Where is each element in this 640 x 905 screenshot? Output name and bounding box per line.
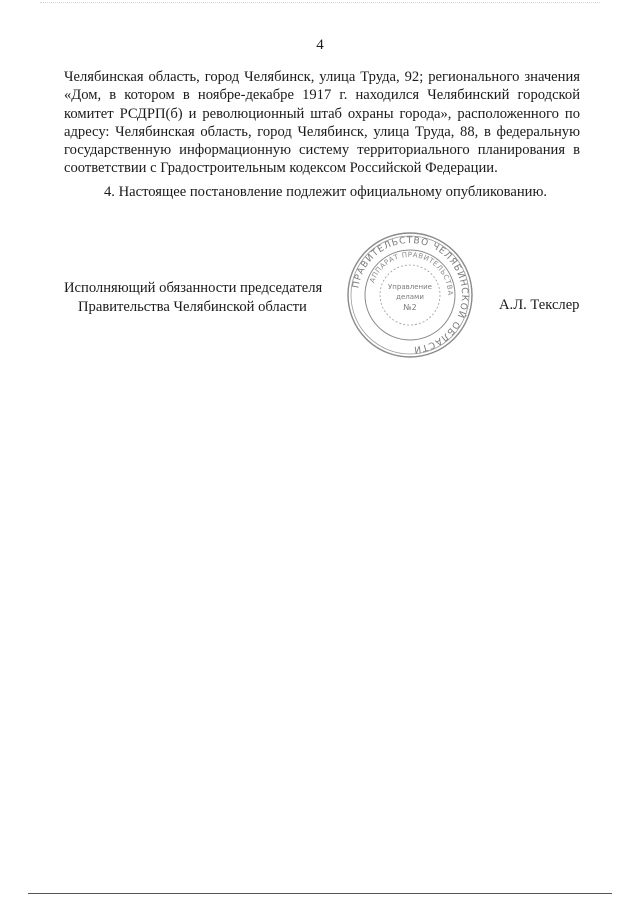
body-paragraph-item-4: 4. Настоящее постановление подлежит официальному опубликованию.	[104, 183, 548, 200]
seal-center-line3: №2	[403, 303, 417, 312]
signatory-title	[64, 279, 322, 316]
body-paragraph: Челябинская область, город Челябинск, улица Труда, 92; регионального значения «Дом, в котором в ноябре-декабре 1917 г. находился Челябинский городской комитет РСДРП(б) и революционный штаб охраны города», расположенного по адресу: Челябинская область, город Челябинск, улица Труда, 88, в федеральную государственную информационную систему территориального планирования в соответствии с Градостроительным кодексом Российской Федерации.	[64, 69, 580, 177]
seal-center-line1: Управление	[388, 283, 432, 291]
seal-center-line2: делами	[396, 293, 424, 301]
scan-edge-bottom	[28, 893, 612, 894]
signatory-name: А.Л. Текслер	[499, 297, 580, 313]
signatory-title-line2: Правительства Челябинской области	[78, 298, 307, 315]
seal-inner-text: АППАРАТ ПРАВИТЕЛЬСТВА	[368, 250, 455, 296]
seal-outer-text: ПРАВИТЕЛЬСТВО ЧЕЛЯБИНСКОЙ ОБЛАСТИ	[351, 235, 470, 355]
signatory-title-line1: Исполняющий обязанности председателя	[64, 280, 323, 296]
scan-edge-top	[40, 2, 600, 5]
page-number: 4	[316, 37, 324, 53]
official-seal-stamp	[344, 229, 476, 361]
seal-graphic	[344, 229, 476, 361]
document-body	[64, 68, 580, 201]
